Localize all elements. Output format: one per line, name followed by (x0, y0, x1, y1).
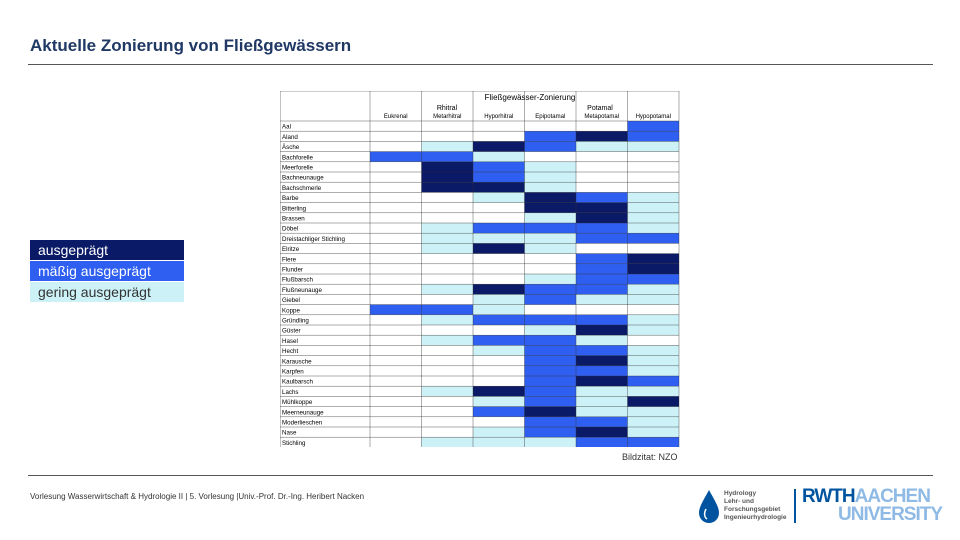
zone-cell (473, 437, 525, 447)
zone-cell (576, 223, 628, 233)
zone-cell (525, 264, 577, 274)
zone-cell (473, 243, 525, 253)
zone-cell (628, 223, 680, 233)
zone-cell (422, 315, 474, 325)
zone-cell (576, 254, 628, 264)
row-label: Elritze (282, 246, 300, 254)
zone-cell (422, 192, 474, 202)
zone-cell (473, 407, 525, 417)
zone-cell (628, 182, 680, 192)
zone-cell (422, 213, 474, 223)
zone-cell (576, 243, 628, 253)
top-divider (28, 64, 933, 65)
zone-cell (576, 233, 628, 243)
zone-cell (370, 335, 422, 345)
column-header: Metapotamal (584, 114, 620, 120)
bottom-divider (28, 475, 933, 476)
zone-cell (525, 213, 577, 223)
university-wordmark: UNIVERSITY (838, 504, 943, 525)
zone-cell (370, 386, 422, 396)
zone-cell (370, 192, 422, 202)
zone-cell (370, 284, 422, 294)
zone-cell (370, 203, 422, 213)
zone-cell (473, 315, 525, 325)
zone-cell (576, 366, 628, 376)
column-header: Metarhitral (433, 114, 462, 120)
row-label: Stichling (282, 439, 306, 447)
zone-cell (473, 294, 525, 304)
zone-cell (576, 213, 628, 223)
zone-cell (422, 366, 474, 376)
zone-cell (576, 407, 628, 417)
zone-cell (422, 172, 474, 182)
zone-cell (370, 376, 422, 386)
zone-cell (473, 223, 525, 233)
zone-cell (525, 376, 577, 386)
zone-cell (576, 294, 628, 304)
row-label: Kaulbarsch (282, 378, 313, 386)
zone-cell (576, 335, 628, 345)
zone-cell (525, 243, 577, 253)
zone-cell (370, 141, 422, 151)
zone-cell (473, 141, 525, 151)
image-caption: Bildzitat: NZO (622, 452, 678, 462)
zone-cell (576, 274, 628, 284)
zone-cell (628, 325, 680, 335)
legend-item-weak: gering ausgeprägt (30, 282, 184, 302)
row-label: Gründling (282, 317, 309, 325)
zone-cell (576, 152, 628, 162)
row-label: Hasel (282, 337, 298, 345)
zone-cell (628, 427, 680, 437)
row-label: Koppe (282, 307, 300, 315)
zone-cell (422, 203, 474, 213)
zone-cell (473, 121, 525, 131)
zone-cell (525, 233, 577, 243)
zone-cell (576, 345, 628, 355)
row-label: Meerforelle (282, 164, 313, 172)
zone-cell (576, 315, 628, 325)
zone-cell (422, 284, 474, 294)
zone-cell (422, 325, 474, 335)
row-label: Bachneunauge (282, 174, 324, 182)
row-label: Aland (282, 133, 298, 141)
group-rhitral: Rhitral (436, 105, 458, 112)
column-header: Hyporhitral (484, 114, 514, 120)
zone-cell (422, 335, 474, 345)
zone-cell (628, 305, 680, 315)
zone-cell (525, 427, 577, 437)
row-label: Flußbarsch (282, 276, 313, 284)
zone-cell (628, 203, 680, 213)
zone-cell (525, 356, 577, 366)
zone-cell (422, 274, 474, 284)
zone-cell (422, 437, 474, 447)
zone-cell (473, 233, 525, 243)
zone-cell (370, 417, 422, 427)
zone-cell (525, 407, 577, 417)
zone-cell (576, 386, 628, 396)
zone-cell (473, 366, 525, 376)
zone-cell (370, 172, 422, 182)
zone-cell (525, 131, 577, 141)
zone-cell (370, 356, 422, 366)
zone-cell (628, 366, 680, 376)
zone-cell (628, 121, 680, 131)
row-label: Döbel (282, 225, 299, 233)
row-label: Flunder (282, 266, 303, 274)
zone-cell (422, 417, 474, 427)
zone-cell (525, 294, 577, 304)
zone-cell (370, 162, 422, 172)
row-label: Bachschmerle (282, 184, 322, 192)
logo-separator (794, 489, 796, 523)
zone-cell (576, 417, 628, 427)
zone-cell (473, 376, 525, 386)
zone-cell (370, 121, 422, 131)
figure-title: Fließgewässer-Zonierung (484, 93, 576, 102)
footer-text: Vorlesung Wasserwirtschaft & Hydrologie II | 5. Vorlesung |Univ.-Prof. Dr.-Ing. Heribert Nacken (30, 492, 365, 501)
zone-cell (628, 437, 680, 447)
row-label: Brassen (282, 215, 305, 223)
institute-name: Hydrology Lehr- und Forschungsgebiet Ingenieurhydrologie (724, 490, 787, 521)
zonation-table (280, 91, 680, 447)
zone-cell (473, 356, 525, 366)
row-label: Nase (282, 429, 297, 437)
zone-cell (422, 162, 474, 172)
zone-cell (628, 284, 680, 294)
zone-cell (473, 417, 525, 427)
zone-cell (628, 417, 680, 427)
zone-cell (370, 213, 422, 223)
zone-cell (628, 172, 680, 182)
row-label: Moderlieschen (282, 419, 323, 427)
zone-cell (628, 396, 680, 406)
zone-cell (422, 243, 474, 253)
zone-cell (370, 131, 422, 141)
zone-cell (525, 162, 577, 172)
row-label: Karausche (282, 358, 312, 366)
row-label: Karpfen (282, 368, 304, 376)
zone-cell (422, 356, 474, 366)
zone-cell (473, 274, 525, 284)
zone-cell (422, 264, 474, 274)
zone-cell (628, 407, 680, 417)
zone-cell (422, 294, 474, 304)
zone-cell (473, 386, 525, 396)
zone-cell (628, 315, 680, 325)
zone-cell (525, 396, 577, 406)
zone-cell (370, 366, 422, 376)
zone-cell (628, 243, 680, 253)
zone-cell (628, 213, 680, 223)
zone-cell (576, 192, 628, 202)
zone-cell (525, 284, 577, 294)
row-label: Flere (282, 256, 297, 264)
zonation-figure (280, 91, 680, 447)
zone-cell (576, 305, 628, 315)
zone-cell (370, 152, 422, 162)
zone-cell (628, 335, 680, 345)
zone-cell (370, 437, 422, 447)
zone-cell (628, 264, 680, 274)
row-label: Äsche (282, 144, 300, 152)
zone-cell (576, 172, 628, 182)
zone-cell (370, 294, 422, 304)
zone-cell (473, 213, 525, 223)
zone-cell (628, 141, 680, 151)
row-label: Güster (282, 327, 301, 335)
legend-item-strong: ausgeprägt (30, 240, 184, 260)
zone-cell (473, 162, 525, 172)
legend-item-moderate: mäßig ausgeprägt (30, 261, 184, 281)
zone-cell (473, 131, 525, 141)
zone-cell (370, 396, 422, 406)
zone-cell (370, 345, 422, 355)
zone-cell (628, 376, 680, 386)
row-label: Aal (282, 123, 291, 131)
row-label: Hecht (282, 348, 299, 356)
zone-cell (473, 345, 525, 355)
zone-cell (473, 305, 525, 315)
zone-cell (370, 325, 422, 335)
row-label: Meerneunauge (282, 409, 324, 417)
zone-cell (473, 172, 525, 182)
zone-cell (473, 192, 525, 202)
zone-cell (422, 427, 474, 437)
zone-cell (628, 233, 680, 243)
zone-cell (628, 386, 680, 396)
row-label: Dreistachliger Stichling (282, 235, 345, 243)
zone-cell (473, 335, 525, 345)
zone-cell (525, 325, 577, 335)
zone-cell (576, 325, 628, 335)
legend (30, 240, 184, 303)
zone-cell (628, 345, 680, 355)
zone-cell (628, 192, 680, 202)
zone-cell (525, 223, 577, 233)
zone-cell (525, 386, 577, 396)
zone-cell (525, 335, 577, 345)
column-header: Eukrenal (383, 114, 408, 120)
zone-cell (525, 182, 577, 192)
zone-cell (422, 182, 474, 192)
group-potamal: Potamal (587, 105, 613, 112)
zone-cell (628, 254, 680, 264)
zone-cell (525, 192, 577, 202)
row-label: Bachforelle (282, 154, 313, 162)
zone-cell (628, 152, 680, 162)
water-drop-icon (698, 489, 720, 525)
zone-cell (576, 396, 628, 406)
zone-cell (422, 407, 474, 417)
zone-cell (370, 407, 422, 417)
zone-cell (422, 223, 474, 233)
zone-cell (473, 203, 525, 213)
zone-cell (422, 254, 474, 264)
zone-cell (576, 284, 628, 294)
zone-cell (576, 121, 628, 131)
zone-cell (422, 141, 474, 151)
zone-cell (576, 437, 628, 447)
zone-cell (473, 396, 525, 406)
zone-cell (525, 152, 577, 162)
zone-cell (473, 325, 525, 335)
zone-cell (370, 264, 422, 274)
zone-cell (525, 437, 577, 447)
zone-cell (525, 345, 577, 355)
zone-cell (422, 152, 474, 162)
zone-cell (576, 264, 628, 274)
zone-cell (525, 141, 577, 151)
zone-cell (576, 427, 628, 437)
zone-cell (628, 294, 680, 304)
row-label: Lachs (282, 388, 299, 396)
zone-cell (473, 254, 525, 264)
zone-cell (525, 366, 577, 376)
row-label: Flußneunauge (282, 286, 322, 294)
zone-cell (473, 264, 525, 274)
zone-cell (370, 427, 422, 437)
zone-cell (525, 172, 577, 182)
zone-cell (576, 131, 628, 141)
zone-cell (422, 386, 474, 396)
column-header: Hypopotamal (635, 114, 671, 120)
zone-cell (370, 243, 422, 253)
zone-cell (576, 141, 628, 151)
zone-cell (525, 315, 577, 325)
zone-cell (370, 315, 422, 325)
zone-cell (370, 254, 422, 264)
zone-cell (370, 223, 422, 233)
zone-cell (370, 274, 422, 284)
zone-cell (422, 131, 474, 141)
zone-cell (422, 376, 474, 386)
zone-cell (628, 162, 680, 172)
zone-cell (370, 305, 422, 315)
zone-cell (525, 254, 577, 264)
zone-cell (576, 203, 628, 213)
institution-logo (698, 486, 943, 527)
row-label: Bitterling (282, 205, 307, 213)
row-label: Giebel (282, 297, 300, 305)
zone-cell (576, 182, 628, 192)
row-label: Mühlkoppe (282, 399, 313, 407)
zone-cell (473, 427, 525, 437)
zone-cell (422, 305, 474, 315)
zone-cell (628, 131, 680, 141)
zone-cell (473, 152, 525, 162)
zone-cell (422, 121, 474, 131)
zone-cell (370, 182, 422, 192)
zone-cell (370, 233, 422, 243)
zone-cell (525, 203, 577, 213)
zone-cell (422, 233, 474, 243)
column-header: Epipotamal (535, 114, 566, 120)
zone-cell (628, 274, 680, 284)
zone-cell (525, 305, 577, 315)
zone-cell (422, 345, 474, 355)
zone-cell (576, 376, 628, 386)
zone-cell (576, 356, 628, 366)
zone-cell (525, 274, 577, 284)
row-label: Barbe (282, 195, 299, 203)
zone-cell (525, 417, 577, 427)
zone-cell (576, 162, 628, 172)
zone-cell (422, 396, 474, 406)
zone-cell (473, 182, 525, 192)
page-title: Aktuelle Zonierung von Fließgewässern (30, 36, 352, 55)
rwth-wordmark: RWTHAACHEN (802, 486, 930, 507)
zone-cell (628, 356, 680, 366)
zone-cell (525, 121, 577, 131)
zone-cell (473, 284, 525, 294)
